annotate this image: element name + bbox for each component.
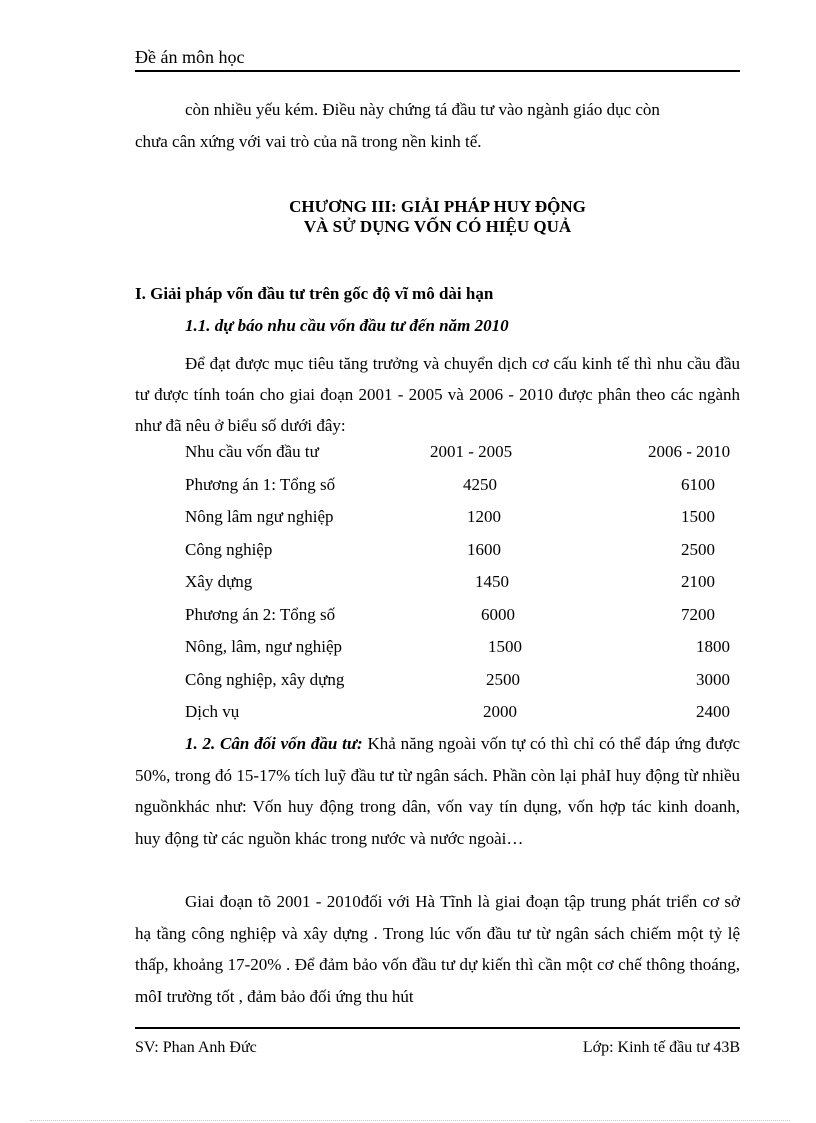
section-heading: I. Giải pháp vốn đầu tư trên gốc độ vĩ mô dài hạn <box>135 284 494 303</box>
investment-table <box>185 436 816 729</box>
table-row <box>185 631 816 664</box>
table-row <box>185 599 816 632</box>
table-row <box>185 696 816 729</box>
table-header-col-2006-2010: 2006 - 2010 <box>648 442 731 462</box>
table-cell-2001-2005: 1600 <box>467 539 501 559</box>
table-cell-label: Nông, lâm, ngư nghiệp <box>185 637 343 657</box>
balance-text: Khả năng ngoài vốn tự có thì chỉ có thể đáp ứng được 50%, trong đó 15-17% tích luỹ đầu tư từ ngân sách. Phần còn lại phảI huy động từ nhiều nguồnkhác như: Vốn huy động trong dân, vốn vay tín dụng, vốn hợp tác kinh doanh, huy động từ các nguồn khác trong nước và nước ngoài… <box>135 734 740 848</box>
table-row <box>185 664 816 697</box>
subsection-heading: 1.1. dự báo nhu cầu vốn đầu tư đến năm 2010 <box>185 316 509 335</box>
table-row <box>185 566 816 599</box>
table-cell-label: Xây dựng <box>185 572 253 592</box>
balance-paragraph <box>135 728 740 854</box>
table-cell-label: Công nghiệp, xây dựng <box>185 669 345 689</box>
table-cell-2006-2010: 1500 <box>681 507 715 527</box>
footer-rule <box>135 1027 740 1029</box>
page-header-title: Đề án môn học <box>135 47 245 67</box>
table-cell-2001-2005: 6000 <box>481 604 515 624</box>
table-cell-2006-2010: 3000 <box>696 669 730 689</box>
table-header-label: Nhu cầu vốn đầu tư <box>185 442 319 462</box>
footer-student: SV: Phan Anh Đức <box>135 1039 257 1056</box>
forecast-paragraph: Để đạt được mục tiêu tăng trưởng và chuyển dịch cơ cấu kinh tế thì nhu cầu đầu tư được tính toán cho giai đoạn 2001 - 2005 và 2006 - 2010 được phân theo các ngành như đã nêu ở biểu số dưới đây: <box>135 354 740 435</box>
chapter-heading <box>135 197 740 237</box>
table-cell-2001-2005: 4250 <box>463 474 497 494</box>
footer-class: Lớp: Kinh tế đầu tư 43B <box>582 1039 740 1056</box>
table-cell-label: Phương án 1: Tổng số <box>185 474 336 494</box>
table-cell-2006-2010: 2500 <box>681 539 715 559</box>
table-header-col-2001-2005: 2001 - 2005 <box>430 442 513 462</box>
period-paragraph: Giai đoạn tõ 2001 - 2010đối với Hà Tĩnh là giai đoạn tập trung phát triển cơ sở hạ tầng công nghiệp và xây dựng . Trong lúc vốn đầu tư từ ngân sách chiếm một tỷ lệ thấp, khoảng 17-20% . Để đảm bảo vốn đầu tư dự kiến thì cần một cơ chế thông thoáng, môI trường tốt , đảm bảo đối ứng thu hút <box>135 892 740 1006</box>
chapter-heading-line-2: VÀ SỬ DỤNG VỐN CÓ HIỆU QUẢ <box>303 217 572 236</box>
header-rule <box>135 70 740 72</box>
table-row <box>185 501 816 534</box>
table-cell-2006-2010: 1800 <box>696 637 730 657</box>
table-cell-2001-2005: 1500 <box>488 637 522 657</box>
table-cell-label: Dịch vụ <box>185 702 240 722</box>
chapter-heading-line-1: CHƯƠNG III: GIẢI PHÁP HUY ĐỘNG <box>289 197 586 216</box>
table-header-row <box>185 436 816 469</box>
intro-line-2: chưa cân xứng với vai trò của nã trong nền kinh tế. <box>135 132 482 151</box>
page-edge-divider <box>30 1120 790 1121</box>
table-cell-2006-2010: 2400 <box>696 702 730 722</box>
table-row <box>185 469 816 502</box>
table-cell-2006-2010: 6100 <box>681 474 715 494</box>
table-cell-2006-2010: 7200 <box>681 604 715 624</box>
intro-paragraph <box>135 94 740 158</box>
intro-line-1: còn nhiều yếu kém. Điều này chứng tá đầu tư vào ngành giáo dục còn <box>185 100 660 119</box>
table-cell-2006-2010: 2100 <box>681 572 715 592</box>
table-cell-2001-2005: 1200 <box>467 507 501 527</box>
table-cell-label: Nông lâm ngư nghiệp <box>185 507 334 527</box>
table-cell-2001-2005: 1450 <box>475 572 509 592</box>
balance-lead: 1. 2. Cân đối vốn đầu tư: <box>185 734 363 753</box>
table-row <box>185 534 816 567</box>
table-cell-2001-2005: 2500 <box>486 669 520 689</box>
table-cell-label: Phương án 2: Tổng số <box>185 604 336 624</box>
table-cell-label: Công nghiệp <box>185 539 273 559</box>
table-cell-2001-2005: 2000 <box>483 702 517 722</box>
